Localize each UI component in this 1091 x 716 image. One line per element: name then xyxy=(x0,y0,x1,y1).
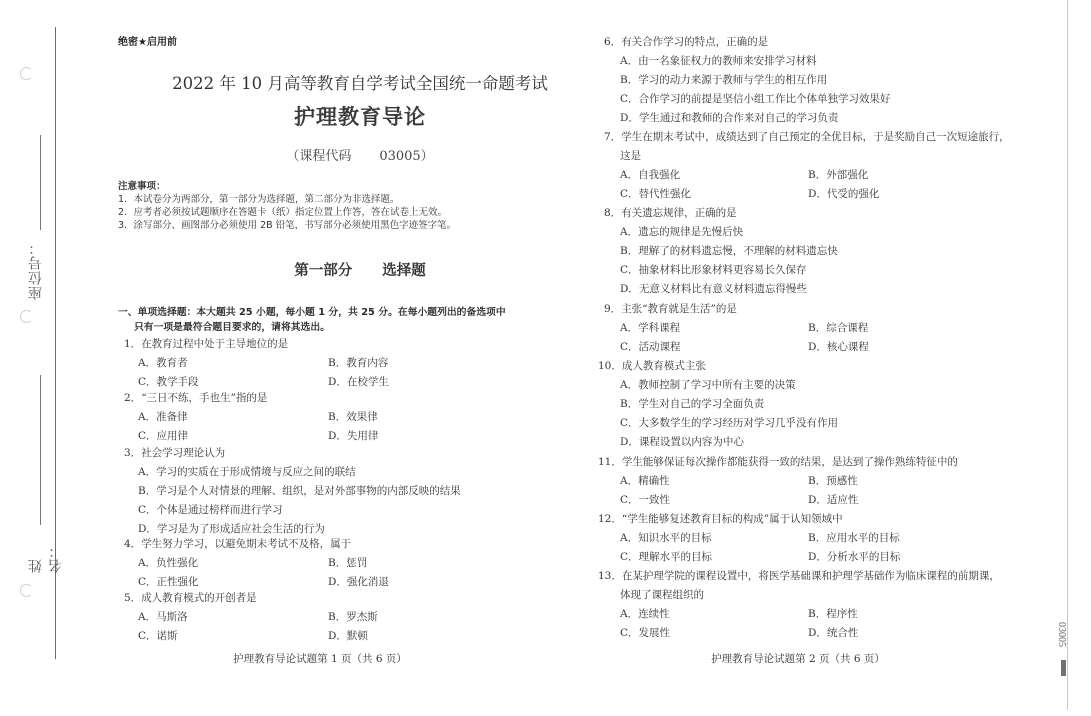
option-c[interactable]: C．发展性 xyxy=(620,627,671,639)
question-stem: “三日不练，手也生”指的是 xyxy=(141,392,268,404)
question-number: 9． xyxy=(604,303,622,315)
course-code-label: （课程代码 xyxy=(286,149,352,164)
question-stem: 主张“教育就是生活”的是 xyxy=(621,303,737,315)
name-field[interactable] xyxy=(26,375,64,573)
option-a[interactable]: A．精确性 xyxy=(620,475,670,487)
question-number: 13． xyxy=(598,570,622,582)
question-number: 3． xyxy=(124,447,142,459)
question-10 xyxy=(598,357,1014,452)
question-stem-continued: 这是 xyxy=(620,150,641,162)
option-d[interactable]: D．默顿 xyxy=(328,630,368,642)
question-stem: 在教育过程中处于主导地位的是 xyxy=(141,338,289,350)
option-a[interactable]: A．教师控制了学习中所有主要的决策 xyxy=(620,379,796,391)
option-b[interactable]: B．综合课程 xyxy=(808,322,869,334)
option-d[interactable]: D．学生通过和教师的合作来对自己的学习负责 xyxy=(620,112,839,124)
question-8 xyxy=(604,204,1014,299)
option-a[interactable]: A．准备律 xyxy=(138,411,188,423)
question-9 xyxy=(604,300,1014,357)
course-code-value: 03005） xyxy=(379,149,434,164)
option-b[interactable]: B．惩罚 xyxy=(328,557,368,569)
question-1 xyxy=(124,335,524,392)
question-number: 12． xyxy=(598,513,622,525)
question-7 xyxy=(604,128,1024,204)
punch-hole-mark xyxy=(20,584,33,597)
option-a[interactable]: A．教育者 xyxy=(138,357,188,369)
part-title-name: 选择题 xyxy=(382,263,426,279)
option-c[interactable]: C．理解水平的目标 xyxy=(620,551,713,563)
right-edge-code: 03005 xyxy=(1056,622,1067,647)
course-code xyxy=(110,145,610,164)
option-c[interactable]: C．个体是通过榜样而进行学习 xyxy=(138,504,283,516)
option-c[interactable]: C．大多数学生的学习经历对学习几乎没有作用 xyxy=(620,417,839,429)
notice-item: 2．应考者必须按试题顺序在答题卡（纸）指定位置上作答，答在试卷上无效。 xyxy=(118,207,448,218)
question-stem: 社会学习理论认为 xyxy=(141,447,226,459)
question-number: 2． xyxy=(124,392,142,404)
option-b[interactable]: B．理解了的材料遗忘慢，不理解的材料遗忘快 xyxy=(620,245,838,257)
question-stem: 学生能够保证每次操作都能获得一致的结果，是达到了操作熟练特征中的 xyxy=(621,456,958,468)
option-b[interactable]: B．学习的动力来源于教师与学生的相互作用 xyxy=(620,74,828,86)
question-13 xyxy=(598,567,1018,643)
question-stem: 学生努力学习，以避免期末考试不及格，属于 xyxy=(141,538,352,550)
question-stem: 有关遗忘规律，正确的是 xyxy=(621,207,737,219)
question-stem: 在某护理学院的课程设置中，将医学基础课和护理学基础作为临床课程的前期课， xyxy=(621,570,1000,582)
option-c[interactable]: C．抽象材料比形象材料更容易长久保存 xyxy=(620,264,807,276)
section-heading-line1: 一、单项选择题：本大题共 25 小题，每小题 1 分，共 25 分。在每小题列出的备选项中 xyxy=(118,307,506,318)
option-a[interactable]: A．连续性 xyxy=(620,608,670,620)
notice-title: 注意事项： xyxy=(118,181,166,192)
option-d[interactable]: D．代受的强化 xyxy=(808,188,880,200)
question-stem: 有关合作学习的特点，正确的是 xyxy=(621,36,769,48)
option-b[interactable]: B．外部强化 xyxy=(808,169,869,181)
option-d[interactable]: D．无意义材料比有意义材料遗忘得慢些 xyxy=(620,283,807,295)
question-number: 6． xyxy=(604,36,622,48)
option-a[interactable]: A．知识水平的目标 xyxy=(620,532,712,544)
question-3 xyxy=(124,444,524,539)
option-b[interactable]: B．程序性 xyxy=(808,608,858,620)
option-b[interactable]: B．应用水平的目标 xyxy=(808,532,900,544)
question-stem: 学生在期末考试中，成绩达到了自己预定的全优目标，于是奖励自己一次短途旅行， xyxy=(621,131,1010,143)
option-d[interactable]: D．课程设置以内容为中心 xyxy=(620,436,744,448)
question-number: 11． xyxy=(598,456,622,468)
option-c[interactable]: C．替代性强化 xyxy=(620,188,692,200)
notice-item: 1．本试卷分为两部分，第一部分为选择题，第二部分为非选择题。 xyxy=(118,194,400,205)
notice-block xyxy=(118,180,456,232)
option-a[interactable]: A．负性强化 xyxy=(138,557,199,569)
option-c[interactable]: C．一致性 xyxy=(620,494,671,506)
punch-hole-mark xyxy=(20,310,33,323)
option-b[interactable]: B．学生对自己的学习全面负责 xyxy=(620,398,765,410)
seat-number-label: 座位号： xyxy=(28,240,44,300)
punch-hole-mark xyxy=(20,67,33,80)
question-12 xyxy=(598,510,1014,567)
question-number: 10． xyxy=(598,360,622,372)
option-c[interactable]: C．诺斯 xyxy=(138,630,178,642)
part-title xyxy=(110,259,610,280)
option-d[interactable]: D．统合性 xyxy=(808,627,859,639)
question-11 xyxy=(598,453,1014,510)
option-b[interactable]: B．罗杰斯 xyxy=(328,611,378,623)
question-number: 8． xyxy=(604,207,622,219)
option-b[interactable]: B．学习是个人对情景的理解、组织，是对外部事物的内部反映的结果 xyxy=(138,485,461,497)
right-edge-mark xyxy=(1061,660,1066,676)
right-edge-line xyxy=(1067,0,1068,710)
question-stem: “学生能够复述教育目标的构成”属于认知领域中 xyxy=(621,513,843,525)
option-b[interactable]: B．预感性 xyxy=(808,475,858,487)
option-a[interactable]: A．自我强化 xyxy=(620,169,681,181)
question-2 xyxy=(124,389,524,446)
option-d[interactable]: D．在校学生 xyxy=(328,376,389,388)
option-d[interactable]: D．学习是为了形成适应社会生活的行为 xyxy=(138,523,325,535)
question-6 xyxy=(604,33,1014,128)
question-5 xyxy=(124,589,524,646)
name-underline xyxy=(40,375,41,525)
section-heading xyxy=(118,305,528,335)
question-stem-continued: 体现了课程组织的 xyxy=(620,589,704,601)
option-c[interactable]: C．应用律 xyxy=(138,430,189,442)
question-stem: 成人教育模式主张 xyxy=(621,360,706,372)
page-footer: 护理教育导论试题第 1 页（共 6 页） xyxy=(233,653,407,665)
option-d[interactable]: D．分析水平的目标 xyxy=(808,551,901,563)
option-c[interactable]: C．合作学习的前提是坚信小组工作比个体单独学习效果好 xyxy=(620,93,891,105)
option-d[interactable]: D．核心课程 xyxy=(808,341,869,353)
subject-title: 护理教育导论 xyxy=(294,105,426,129)
option-d[interactable]: D．强化消退 xyxy=(328,576,389,588)
question-number: 5． xyxy=(124,592,142,604)
name-label: 姓名： xyxy=(28,543,64,573)
option-a[interactable]: A．学习的实质在于形成情境与反应之间的联结 xyxy=(138,466,356,478)
page-footer: 护理教育导论试题第 2 页（共 6 页） xyxy=(711,653,885,665)
option-a[interactable]: A．马斯洛 xyxy=(138,611,188,623)
option-d[interactable]: D．适应性 xyxy=(808,494,859,506)
option-a[interactable]: A．由一名象征权力的教师来安排学习材料 xyxy=(620,55,817,67)
part-title-number: 第一部分 xyxy=(294,263,353,279)
confidential-label: 绝密★启用前 xyxy=(118,37,177,48)
option-c[interactable]: C．正性强化 xyxy=(138,576,199,588)
question-number: 7． xyxy=(604,131,622,143)
option-c[interactable]: C．教学手段 xyxy=(138,376,199,388)
option-a[interactable]: A．遗忘的规律是先慢后快 xyxy=(620,226,744,238)
exam-title: 2022 年 10 月高等教育自学考试全国统一命题考试 xyxy=(172,74,548,93)
notice-item: 3．涂写部分、画图部分必须使用 2B 铅笔，书写部分必须使用黑色字迹签字笔。 xyxy=(118,220,457,231)
option-b[interactable]: B．效果律 xyxy=(328,411,378,423)
seat-number-underline xyxy=(40,135,41,230)
option-a[interactable]: A．学科课程 xyxy=(620,322,681,334)
seat-number-field[interactable] xyxy=(26,135,46,305)
question-4 xyxy=(124,535,524,592)
question-stem: 成人教育模式的开创者是 xyxy=(141,592,257,604)
section-heading-line2: 只有一项是最符合题目要求的，请将其选出。 xyxy=(134,322,330,333)
question-number: 4． xyxy=(124,538,142,550)
question-number: 1． xyxy=(124,338,142,350)
option-c[interactable]: C．活动课程 xyxy=(620,341,681,353)
option-b[interactable]: B．教育内容 xyxy=(328,357,389,369)
option-d[interactable]: D．失用律 xyxy=(328,430,379,442)
